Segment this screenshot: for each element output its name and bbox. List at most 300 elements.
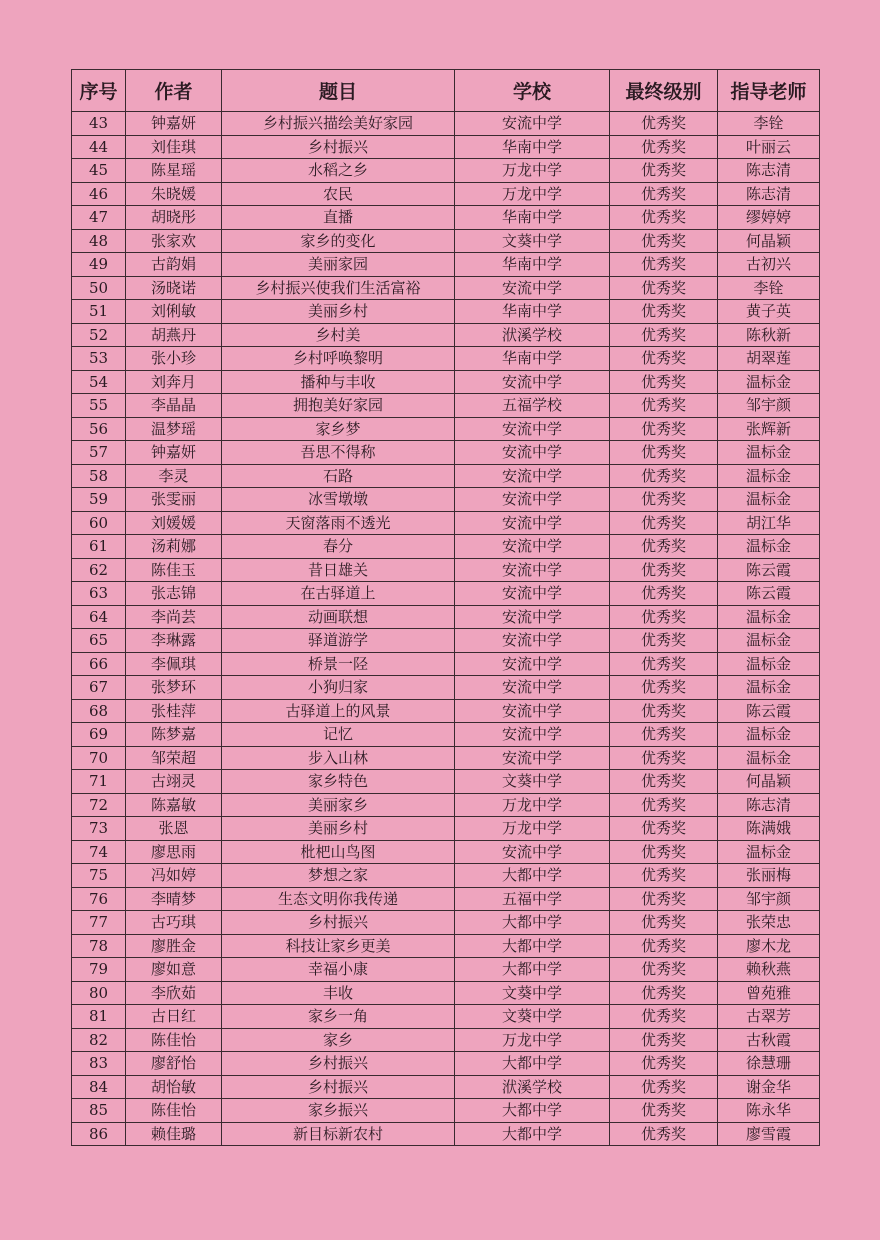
cell-award-level: 优秀奖 — [610, 511, 718, 535]
cell-number: 84 — [72, 1075, 126, 1099]
cell-number: 80 — [72, 981, 126, 1005]
cell-school: 安流中学 — [455, 723, 610, 747]
cell-award-level: 优秀奖 — [610, 1028, 718, 1052]
cell-author: 钟嘉妍 — [126, 441, 222, 465]
cell-title: 乡村振兴 — [222, 1052, 455, 1076]
cell-author: 朱晓媛 — [126, 182, 222, 206]
cell-title: 在古驿道上 — [222, 582, 455, 606]
cell-title: 家乡振兴 — [222, 1099, 455, 1123]
cell-teacher: 陈永华 — [718, 1099, 820, 1123]
cell-title: 乡村呼唤黎明 — [222, 347, 455, 371]
cell-school: 大都中学 — [455, 864, 610, 888]
cell-award-level: 优秀奖 — [610, 112, 718, 136]
cell-author: 李灵 — [126, 464, 222, 488]
cell-title: 科技让家乡更美 — [222, 934, 455, 958]
cell-school: 洑溪学校 — [455, 323, 610, 347]
cell-award-level: 优秀奖 — [610, 1122, 718, 1146]
table-row — [72, 1052, 820, 1076]
cell-number: 69 — [72, 723, 126, 747]
cell-author: 陈佳玉 — [126, 558, 222, 582]
cell-author: 李尚芸 — [126, 605, 222, 629]
cell-school: 安流中学 — [455, 276, 610, 300]
cell-award-level: 优秀奖 — [610, 535, 718, 559]
cell-number: 50 — [72, 276, 126, 300]
cell-school: 五福中学 — [455, 887, 610, 911]
cell-number: 56 — [72, 417, 126, 441]
table-row — [72, 417, 820, 441]
cell-author: 刘俐敏 — [126, 300, 222, 324]
cell-award-level: 优秀奖 — [610, 159, 718, 183]
cell-title: 梦想之家 — [222, 864, 455, 888]
cell-teacher: 温标金 — [718, 488, 820, 512]
cell-teacher: 温标金 — [718, 605, 820, 629]
cell-author: 胡晓彤 — [126, 206, 222, 230]
cell-teacher: 陈云霞 — [718, 582, 820, 606]
cell-teacher: 古翠芳 — [718, 1005, 820, 1029]
table-row — [72, 488, 820, 512]
table-row — [72, 159, 820, 183]
header-school: 学校 — [455, 70, 610, 112]
cell-school: 华南中学 — [455, 206, 610, 230]
cell-author: 刘佳琪 — [126, 135, 222, 159]
cell-title: 乡村美 — [222, 323, 455, 347]
table-row — [72, 300, 820, 324]
cell-teacher: 陈志清 — [718, 159, 820, 183]
cell-award-level: 优秀奖 — [610, 652, 718, 676]
cell-award-level: 优秀奖 — [610, 1075, 718, 1099]
cell-award-level: 优秀奖 — [610, 488, 718, 512]
cell-number: 65 — [72, 629, 126, 653]
cell-title: 直播 — [222, 206, 455, 230]
cell-number: 59 — [72, 488, 126, 512]
table-row — [72, 699, 820, 723]
cell-author: 刘媛媛 — [126, 511, 222, 535]
table-row — [72, 629, 820, 653]
cell-award-level: 优秀奖 — [610, 417, 718, 441]
cell-award-level: 优秀奖 — [610, 934, 718, 958]
cell-author: 张家欢 — [126, 229, 222, 253]
cell-award-level: 优秀奖 — [610, 229, 718, 253]
table-row — [72, 1122, 820, 1146]
table-row — [72, 323, 820, 347]
header-author: 作者 — [126, 70, 222, 112]
cell-title: 吾思不得称 — [222, 441, 455, 465]
table-row — [72, 1005, 820, 1029]
cell-teacher: 陈志清 — [718, 793, 820, 817]
table-row — [72, 934, 820, 958]
cell-school: 大都中学 — [455, 1122, 610, 1146]
cell-award-level: 优秀奖 — [610, 746, 718, 770]
cell-award-level: 优秀奖 — [610, 770, 718, 794]
cell-title: 农民 — [222, 182, 455, 206]
cell-award-level: 优秀奖 — [610, 558, 718, 582]
cell-title: 动画联想 — [222, 605, 455, 629]
cell-title: 家乡特色 — [222, 770, 455, 794]
cell-number: 47 — [72, 206, 126, 230]
cell-number: 49 — [72, 253, 126, 277]
cell-school: 安流中学 — [455, 441, 610, 465]
cell-author: 廖思雨 — [126, 840, 222, 864]
cell-award-level: 优秀奖 — [610, 887, 718, 911]
cell-school: 华南中学 — [455, 300, 610, 324]
cell-number: 66 — [72, 652, 126, 676]
cell-title: 乡村振兴 — [222, 135, 455, 159]
cell-author: 陈星瑶 — [126, 159, 222, 183]
cell-teacher: 邹宇颜 — [718, 394, 820, 418]
cell-teacher: 黄子英 — [718, 300, 820, 324]
table-row — [72, 441, 820, 465]
table-row — [72, 958, 820, 982]
cell-teacher: 陈满娥 — [718, 817, 820, 841]
cell-school: 大都中学 — [455, 934, 610, 958]
cell-title: 新目标新农村 — [222, 1122, 455, 1146]
cell-school: 安流中学 — [455, 652, 610, 676]
table-row — [72, 817, 820, 841]
cell-title: 拥抱美好家园 — [222, 394, 455, 418]
cell-teacher: 胡江华 — [718, 511, 820, 535]
cell-number: 74 — [72, 840, 126, 864]
cell-author: 冯如婷 — [126, 864, 222, 888]
cell-teacher: 廖雪霞 — [718, 1122, 820, 1146]
table-row — [72, 605, 820, 629]
cell-award-level: 优秀奖 — [610, 347, 718, 371]
cell-author: 廖如意 — [126, 958, 222, 982]
cell-number: 82 — [72, 1028, 126, 1052]
cell-title: 春分 — [222, 535, 455, 559]
cell-title: 乡村振兴使我们生活富裕 — [222, 276, 455, 300]
cell-title: 乡村振兴 — [222, 1075, 455, 1099]
cell-teacher: 温标金 — [718, 723, 820, 747]
cell-title: 美丽乡村 — [222, 300, 455, 324]
cell-author: 廖胜金 — [126, 934, 222, 958]
cell-author: 张梦环 — [126, 676, 222, 700]
cell-school: 万龙中学 — [455, 182, 610, 206]
table-row — [72, 276, 820, 300]
cell-title: 驿道游学 — [222, 629, 455, 653]
cell-number: 62 — [72, 558, 126, 582]
cell-school: 安流中学 — [455, 511, 610, 535]
table-row — [72, 206, 820, 230]
cell-author: 胡怡敏 — [126, 1075, 222, 1099]
cell-author: 古韵娟 — [126, 253, 222, 277]
table-row — [72, 746, 820, 770]
cell-title: 记忆 — [222, 723, 455, 747]
cell-teacher: 叶丽云 — [718, 135, 820, 159]
cell-school: 安流中学 — [455, 112, 610, 136]
cell-title: 生态文明你我传递 — [222, 887, 455, 911]
cell-award-level: 优秀奖 — [610, 370, 718, 394]
cell-teacher: 李铨 — [718, 276, 820, 300]
table-row — [72, 652, 820, 676]
cell-author: 刘奔月 — [126, 370, 222, 394]
cell-teacher: 温标金 — [718, 370, 820, 394]
cell-title: 幸福小康 — [222, 958, 455, 982]
cell-school: 华南中学 — [455, 135, 610, 159]
cell-author: 古日红 — [126, 1005, 222, 1029]
cell-number: 44 — [72, 135, 126, 159]
table-row — [72, 1028, 820, 1052]
cell-number: 52 — [72, 323, 126, 347]
cell-title: 步入山林 — [222, 746, 455, 770]
cell-number: 77 — [72, 911, 126, 935]
table-row — [72, 981, 820, 1005]
cell-award-level: 优秀奖 — [610, 911, 718, 935]
cell-school: 万龙中学 — [455, 793, 610, 817]
cell-number: 70 — [72, 746, 126, 770]
cell-school: 文葵中学 — [455, 981, 610, 1005]
cell-award-level: 优秀奖 — [610, 1099, 718, 1123]
cell-number: 55 — [72, 394, 126, 418]
cell-author: 张桂萍 — [126, 699, 222, 723]
cell-teacher: 温标金 — [718, 840, 820, 864]
table-row — [72, 370, 820, 394]
cell-number: 83 — [72, 1052, 126, 1076]
cell-teacher: 陈云霞 — [718, 558, 820, 582]
cell-award-level: 优秀奖 — [610, 441, 718, 465]
cell-number: 51 — [72, 300, 126, 324]
cell-author: 李欣茹 — [126, 981, 222, 1005]
cell-author: 汤莉娜 — [126, 535, 222, 559]
header-number: 序号 — [72, 70, 126, 112]
cell-school: 安流中学 — [455, 535, 610, 559]
cell-number: 63 — [72, 582, 126, 606]
header-award-level: 最终级别 — [610, 70, 718, 112]
cell-teacher: 陈云霞 — [718, 699, 820, 723]
cell-author: 古翊灵 — [126, 770, 222, 794]
cell-school: 安流中学 — [455, 558, 610, 582]
cell-number: 58 — [72, 464, 126, 488]
cell-award-level: 优秀奖 — [610, 1005, 718, 1029]
cell-teacher: 谢金华 — [718, 1075, 820, 1099]
cell-school: 安流中学 — [455, 699, 610, 723]
cell-title: 家乡一角 — [222, 1005, 455, 1029]
cell-teacher: 温标金 — [718, 535, 820, 559]
cell-author: 张志锦 — [126, 582, 222, 606]
cell-award-level: 优秀奖 — [610, 981, 718, 1005]
cell-author: 汤晓诺 — [126, 276, 222, 300]
table-row — [72, 535, 820, 559]
cell-teacher: 李铨 — [718, 112, 820, 136]
cell-number: 75 — [72, 864, 126, 888]
cell-teacher: 温标金 — [718, 652, 820, 676]
cell-award-level: 优秀奖 — [610, 206, 718, 230]
cell-teacher: 古初兴 — [718, 253, 820, 277]
cell-award-level: 优秀奖 — [610, 582, 718, 606]
cell-award-level: 优秀奖 — [610, 394, 718, 418]
cell-title: 家乡梦 — [222, 417, 455, 441]
cell-number: 46 — [72, 182, 126, 206]
table-row — [72, 723, 820, 747]
cell-number: 71 — [72, 770, 126, 794]
cell-number: 79 — [72, 958, 126, 982]
cell-school: 安流中学 — [455, 582, 610, 606]
cell-number: 76 — [72, 887, 126, 911]
table-row — [72, 511, 820, 535]
cell-award-level: 优秀奖 — [610, 723, 718, 747]
table-row — [72, 253, 820, 277]
cell-title: 美丽家园 — [222, 253, 455, 277]
cell-author: 陈梦嘉 — [126, 723, 222, 747]
cell-teacher: 廖木龙 — [718, 934, 820, 958]
cell-title: 家乡的变化 — [222, 229, 455, 253]
cell-school: 安流中学 — [455, 464, 610, 488]
cell-title: 乡村振兴描绘美好家园 — [222, 112, 455, 136]
cell-author: 陈佳怡 — [126, 1099, 222, 1123]
cell-award-level: 优秀奖 — [610, 864, 718, 888]
cell-school: 安流中学 — [455, 370, 610, 394]
table-row — [72, 558, 820, 582]
cell-title: 家乡 — [222, 1028, 455, 1052]
header-teacher: 指导老师 — [718, 70, 820, 112]
table-body — [72, 112, 820, 1146]
cell-award-level: 优秀奖 — [610, 135, 718, 159]
cell-author: 李琳露 — [126, 629, 222, 653]
cell-teacher: 胡翠莲 — [718, 347, 820, 371]
cell-teacher: 张荣忠 — [718, 911, 820, 935]
cell-title: 枇杷山鸟图 — [222, 840, 455, 864]
cell-school: 安流中学 — [455, 629, 610, 653]
cell-school: 文葵中学 — [455, 229, 610, 253]
cell-number: 57 — [72, 441, 126, 465]
header-title: 题目 — [222, 70, 455, 112]
cell-teacher: 曾苑雅 — [718, 981, 820, 1005]
cell-teacher: 张丽梅 — [718, 864, 820, 888]
table-row — [72, 582, 820, 606]
cell-number: 86 — [72, 1122, 126, 1146]
cell-number: 43 — [72, 112, 126, 136]
cell-school: 安流中学 — [455, 840, 610, 864]
cell-author: 廖舒怡 — [126, 1052, 222, 1076]
cell-teacher: 古秋霞 — [718, 1028, 820, 1052]
cell-title: 古驿道上的风景 — [222, 699, 455, 723]
table-row — [72, 1099, 820, 1123]
cell-author: 赖佳璐 — [126, 1122, 222, 1146]
cell-author: 陈嘉敏 — [126, 793, 222, 817]
cell-number: 81 — [72, 1005, 126, 1029]
cell-school: 安流中学 — [455, 605, 610, 629]
cell-author: 温梦瑶 — [126, 417, 222, 441]
cell-teacher: 温标金 — [718, 746, 820, 770]
cell-award-level: 优秀奖 — [610, 958, 718, 982]
cell-school: 万龙中学 — [455, 817, 610, 841]
cell-teacher: 温标金 — [718, 464, 820, 488]
cell-author: 古巧琪 — [126, 911, 222, 935]
table-row — [72, 864, 820, 888]
cell-title: 水稻之乡 — [222, 159, 455, 183]
table-row — [72, 911, 820, 935]
cell-teacher: 陈秋新 — [718, 323, 820, 347]
cell-number: 45 — [72, 159, 126, 183]
cell-award-level: 优秀奖 — [610, 840, 718, 864]
table-row — [72, 135, 820, 159]
cell-title: 昔日雄关 — [222, 558, 455, 582]
cell-title: 播种与丰收 — [222, 370, 455, 394]
cell-title: 冰雪墩墩 — [222, 488, 455, 512]
cell-number: 53 — [72, 347, 126, 371]
cell-teacher: 何晶颖 — [718, 229, 820, 253]
cell-award-level: 优秀奖 — [610, 1052, 718, 1076]
table-row — [72, 464, 820, 488]
cell-author: 钟嘉妍 — [126, 112, 222, 136]
cell-school: 万龙中学 — [455, 159, 610, 183]
cell-award-level: 优秀奖 — [610, 253, 718, 277]
cell-school: 安流中学 — [455, 676, 610, 700]
cell-teacher: 赖秋燕 — [718, 958, 820, 982]
cell-number: 85 — [72, 1099, 126, 1123]
cell-award-level: 优秀奖 — [610, 323, 718, 347]
table-row — [72, 112, 820, 136]
table-row — [72, 1075, 820, 1099]
cell-award-level: 优秀奖 — [610, 817, 718, 841]
cell-author: 张恩 — [126, 817, 222, 841]
cell-school: 文葵中学 — [455, 770, 610, 794]
cell-school: 华南中学 — [455, 347, 610, 371]
cell-author: 李晶晶 — [126, 394, 222, 418]
cell-school: 万龙中学 — [455, 1028, 610, 1052]
cell-teacher: 邹宇颜 — [718, 887, 820, 911]
cell-teacher: 温标金 — [718, 441, 820, 465]
cell-number: 64 — [72, 605, 126, 629]
cell-author: 胡燕丹 — [126, 323, 222, 347]
table-row — [72, 229, 820, 253]
cell-number: 73 — [72, 817, 126, 841]
cell-teacher: 徐慧珊 — [718, 1052, 820, 1076]
cell-number: 72 — [72, 793, 126, 817]
cell-title: 桥景一陉 — [222, 652, 455, 676]
cell-school: 大都中学 — [455, 911, 610, 935]
cell-award-level: 优秀奖 — [610, 629, 718, 653]
cell-number: 54 — [72, 370, 126, 394]
cell-author: 张小珍 — [126, 347, 222, 371]
cell-title: 美丽乡村 — [222, 817, 455, 841]
cell-school: 华南中学 — [455, 253, 610, 277]
table-row — [72, 676, 820, 700]
cell-award-level: 优秀奖 — [610, 793, 718, 817]
cell-title: 乡村振兴 — [222, 911, 455, 935]
cell-school: 文葵中学 — [455, 1005, 610, 1029]
cell-author: 陈佳怡 — [126, 1028, 222, 1052]
cell-award-level: 优秀奖 — [610, 605, 718, 629]
cell-teacher: 温标金 — [718, 676, 820, 700]
table-row — [72, 394, 820, 418]
cell-teacher: 温标金 — [718, 629, 820, 653]
cell-number: 68 — [72, 699, 126, 723]
cell-author: 李佩琪 — [126, 652, 222, 676]
cell-award-level: 优秀奖 — [610, 300, 718, 324]
cell-title: 小狗归家 — [222, 676, 455, 700]
cell-school: 大都中学 — [455, 1099, 610, 1123]
cell-author: 张雯丽 — [126, 488, 222, 512]
award-table — [71, 69, 820, 1146]
table-row — [72, 793, 820, 817]
cell-teacher: 陈志清 — [718, 182, 820, 206]
cell-teacher: 缪婷婷 — [718, 206, 820, 230]
cell-title: 丰收 — [222, 981, 455, 1005]
cell-number: 48 — [72, 229, 126, 253]
cell-number: 78 — [72, 934, 126, 958]
cell-school: 大都中学 — [455, 1052, 610, 1076]
table-row — [72, 770, 820, 794]
cell-teacher: 张辉新 — [718, 417, 820, 441]
cell-award-level: 优秀奖 — [610, 464, 718, 488]
table-row — [72, 887, 820, 911]
table-row — [72, 840, 820, 864]
cell-title: 美丽家乡 — [222, 793, 455, 817]
header-row — [72, 70, 820, 112]
cell-author: 李晴梦 — [126, 887, 222, 911]
cell-award-level: 优秀奖 — [610, 276, 718, 300]
table-row — [72, 347, 820, 371]
